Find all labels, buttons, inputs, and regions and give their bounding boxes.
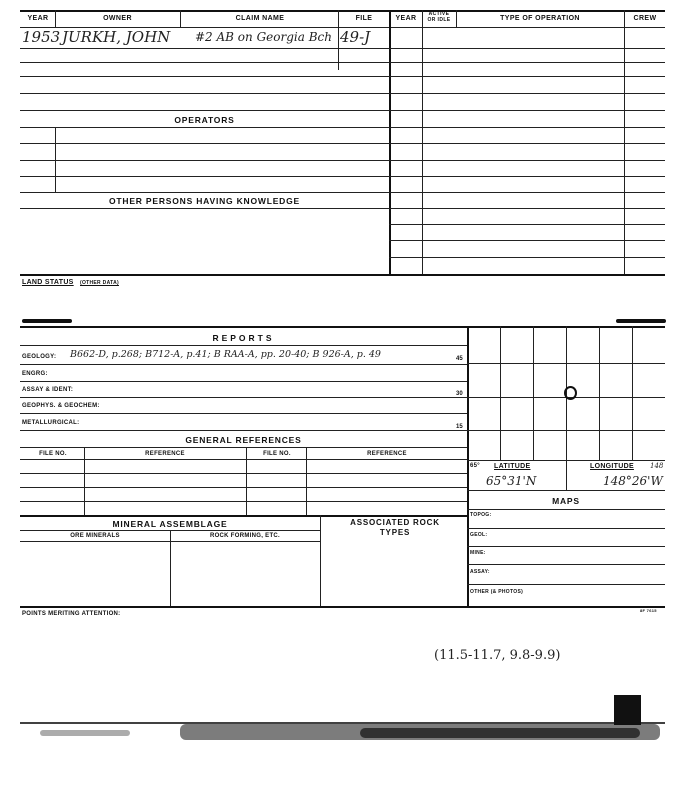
col-owner-header: OWNER bbox=[103, 15, 132, 22]
col-claim-name-header: CLAIM NAME bbox=[235, 15, 285, 22]
entry-owner: JURKH, JOHN bbox=[62, 28, 171, 46]
land-status-sublabel: (OTHER DATA) bbox=[80, 280, 119, 286]
gr-file-no-1: FILE NO. bbox=[39, 451, 67, 457]
operators-heading: OPERATORS bbox=[174, 115, 235, 125]
land-status-label: LAND STATUS bbox=[22, 279, 74, 286]
entry-year: 1953 bbox=[22, 28, 61, 46]
longitude-prefix: 148 bbox=[650, 462, 664, 470]
ore-minerals-label: ORE MINERALS bbox=[70, 533, 120, 539]
col-operation-header: TYPE OF OPERATION bbox=[500, 15, 580, 22]
other-persons-heading: OTHER PERSONS HAVING KNOWLEDGE bbox=[108, 196, 301, 206]
latitude-prefix: 65° bbox=[470, 463, 480, 469]
handwritten-note: (11.5-11.7, 9.8-9.9) bbox=[434, 648, 561, 663]
map-assay: ASSAY: bbox=[470, 569, 490, 575]
scan-artifact-square bbox=[614, 695, 641, 725]
form-number: 8F 7615 bbox=[640, 608, 657, 613]
entry-claim-name: #2 AB on Georgia Bch bbox=[195, 30, 332, 44]
general-references-title: GENERAL REFERENCES bbox=[185, 435, 302, 445]
map-other: OTHER (& PHOTOS) bbox=[470, 589, 524, 595]
geology-label: GEOLOGY: bbox=[22, 354, 57, 360]
geology-num: 45 bbox=[456, 356, 463, 362]
col-active-idle-header: ACTIVE OR IDLE bbox=[427, 11, 451, 23]
assay-label: ASSAY & IDENT: bbox=[22, 387, 74, 393]
metallurgical-label: METALLURGICAL: bbox=[22, 420, 80, 426]
gr-file-no-2: FILE NO. bbox=[263, 451, 291, 457]
col-file-header: FILE bbox=[355, 15, 373, 22]
latitude-value: 65°31'N bbox=[486, 474, 537, 488]
metallurgical-num: 15 bbox=[456, 424, 463, 430]
gr-reference-2: REFERENCE bbox=[367, 451, 407, 457]
map-geol: GEOL: bbox=[470, 532, 488, 538]
latitude-label: LATITUDE bbox=[494, 463, 531, 470]
gr-reference-1: REFERENCE bbox=[145, 451, 185, 457]
reports-title: REPORTS bbox=[212, 333, 275, 343]
map-mine: MINE: bbox=[470, 550, 486, 556]
longitude-value: 148°26'W bbox=[603, 474, 663, 488]
engrg-label: ENGRG: bbox=[22, 371, 48, 377]
geology-value: B662-D, p.268; B712-A, p.41; B RAA-A, pp. 20-40; B 926-A, p. 49 bbox=[70, 349, 381, 360]
col-crew-header: CREW bbox=[633, 15, 657, 22]
longitude-label: LONGITUDE bbox=[590, 463, 634, 470]
points-meriting-attention: POINTS MERITING ATTENTION: bbox=[22, 611, 121, 617]
col-year-header: YEAR bbox=[27, 15, 49, 22]
location-marker-icon bbox=[564, 386, 577, 400]
assay-num: 30 bbox=[456, 391, 463, 397]
maps-title: MAPS bbox=[552, 496, 580, 506]
entry-file: 49-J bbox=[340, 28, 371, 46]
associated-rock-types: ASSOCIATED ROCK TYPES bbox=[350, 518, 440, 537]
col-year2-header: YEAR bbox=[395, 15, 417, 22]
geophys-label: GEOPHYS. & GEOCHEM: bbox=[22, 403, 100, 409]
mineral-assemblage-title: MINERAL ASSEMBLAGE bbox=[112, 519, 228, 529]
rock-forming-label: ROCK FORMING, ETC. bbox=[209, 533, 281, 539]
map-topog: TOPOG: bbox=[470, 512, 492, 518]
